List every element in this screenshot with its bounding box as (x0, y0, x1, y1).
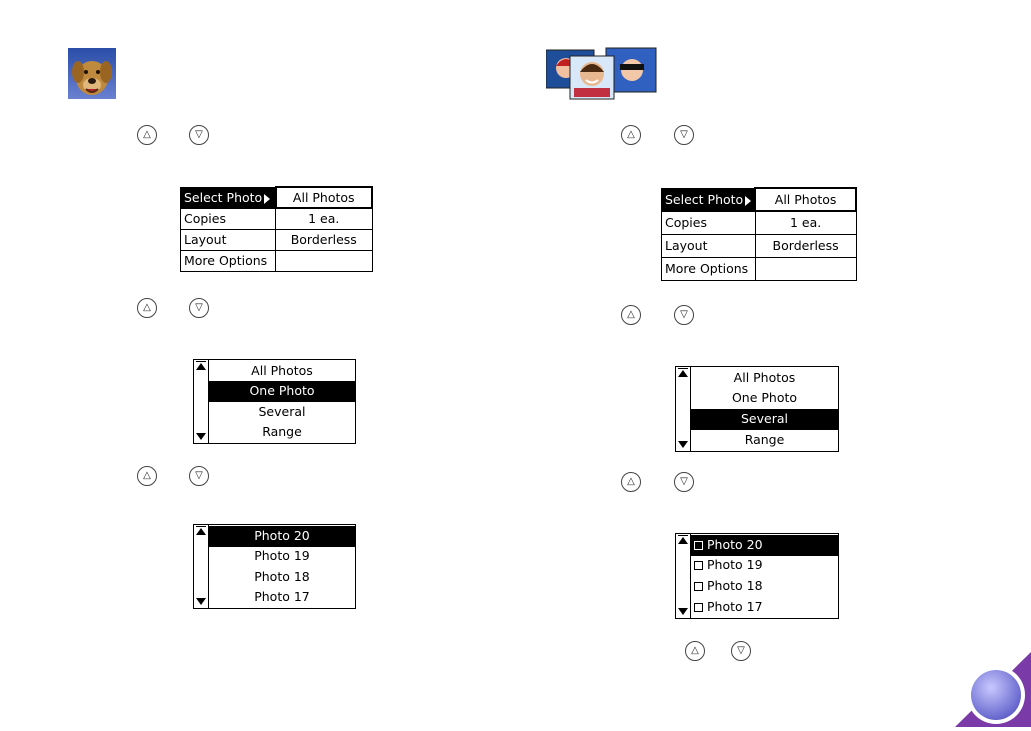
up-arrow-button-icon: △ (137, 466, 157, 486)
family-photos-image (546, 46, 658, 100)
list-item[interactable]: One Photo (209, 381, 355, 402)
scroll-up-icon[interactable] (678, 537, 688, 544)
dog-photo-image (68, 48, 116, 99)
checkbox-icon[interactable] (694, 603, 703, 612)
menu-label: More Options (181, 250, 276, 271)
main-menu-right (661, 187, 857, 281)
checkbox-icon[interactable] (694, 582, 703, 591)
scroll-down-icon[interactable] (196, 598, 206, 605)
down-arrow-button-icon: ▽ (674, 472, 694, 492)
list-item[interactable]: One Photo (731, 390, 798, 405)
up-arrow-button-icon: △ (621, 305, 641, 325)
menu-label: Copies (662, 211, 756, 234)
menu-label: Select Photo (665, 192, 744, 207)
menu-label: Copies (181, 208, 276, 229)
main-menu-left (180, 186, 373, 272)
select-photo-list-right (675, 366, 839, 452)
scroll-down-icon[interactable] (196, 433, 206, 440)
list-item[interactable]: Photo 19 (254, 548, 310, 563)
list-item[interactable] (691, 555, 838, 576)
list-item-label: Photo 19 (707, 557, 763, 572)
list-item[interactable]: Photo 17 (254, 589, 310, 604)
menu-row-select-photo[interactable] (662, 188, 857, 211)
menu-value (276, 250, 373, 271)
scrollbar[interactable] (676, 367, 691, 451)
scroll-up-icon[interactable] (678, 370, 688, 377)
up-arrow-button-icon: △ (137, 298, 157, 318)
scrollbar[interactable] (194, 360, 209, 443)
menu-label: Layout (662, 234, 756, 257)
list-item[interactable]: Range (744, 432, 785, 447)
list-item[interactable]: Several (258, 404, 306, 419)
up-arrow-button-icon: △ (137, 125, 157, 145)
menu-value: 1 ea. (755, 211, 856, 234)
select-photo-list-left (193, 359, 356, 444)
checkbox-icon[interactable] (694, 541, 703, 550)
up-arrow-button-icon: △ (621, 125, 641, 145)
down-arrow-button-icon: ▽ (674, 305, 694, 325)
list-item-label: Photo 20 (707, 537, 763, 552)
menu-label: Select Photo (184, 190, 263, 205)
menu-row-more-options[interactable] (662, 257, 857, 280)
down-arrow-button-icon: ▽ (189, 298, 209, 318)
list-item[interactable]: All Photos (733, 370, 796, 385)
menu-value: Borderless (276, 229, 373, 250)
photo-checklist-right (675, 533, 839, 619)
menu-value: All Photos (276, 187, 373, 208)
scroll-down-icon[interactable] (678, 608, 688, 615)
list-item[interactable]: All Photos (251, 363, 313, 378)
list-item[interactable]: Range (262, 424, 302, 439)
menu-label: More Options (662, 257, 756, 280)
list-item[interactable]: Photo 18 (254, 569, 310, 584)
menu-row-more-options[interactable] (181, 250, 373, 271)
down-arrow-button-icon: ▽ (674, 125, 694, 145)
list-item[interactable] (691, 576, 838, 597)
menu-row-copies[interactable] (181, 208, 373, 229)
list-item-label: Photo 18 (707, 578, 763, 593)
menu-row-select-photo[interactable] (181, 187, 373, 208)
scroll-up-icon[interactable] (196, 363, 206, 370)
menu-value: 1 ea. (276, 208, 373, 229)
menu-value: Borderless (755, 234, 856, 257)
down-arrow-button-icon: ▽ (189, 125, 209, 145)
list-item[interactable] (691, 597, 838, 618)
list-item[interactable]: Photo 20 (209, 526, 355, 547)
scrollbar[interactable] (194, 525, 209, 608)
menu-row-layout[interactable] (662, 234, 857, 257)
menu-label: Layout (181, 229, 276, 250)
menu-row-layout[interactable] (181, 229, 373, 250)
down-arrow-button-icon: ▽ (189, 466, 209, 486)
list-item[interactable]: Several (691, 409, 838, 430)
checkbox-icon[interactable] (694, 561, 703, 570)
menu-value (755, 257, 856, 280)
page-corner-decoration (955, 652, 1031, 727)
right-arrow-icon (264, 194, 270, 204)
list-item-label: Photo 17 (707, 599, 763, 614)
up-arrow-button-icon: △ (685, 641, 705, 661)
menu-row-copies[interactable] (662, 211, 857, 234)
up-arrow-button-icon: △ (621, 472, 641, 492)
list-item[interactable] (691, 535, 838, 556)
scroll-down-icon[interactable] (678, 441, 688, 448)
menu-value: All Photos (755, 188, 856, 211)
down-arrow-button-icon: ▽ (731, 641, 751, 661)
scroll-up-icon[interactable] (196, 528, 206, 535)
scrollbar[interactable] (676, 534, 691, 618)
photo-list-left (193, 524, 356, 609)
right-arrow-icon (745, 196, 751, 206)
